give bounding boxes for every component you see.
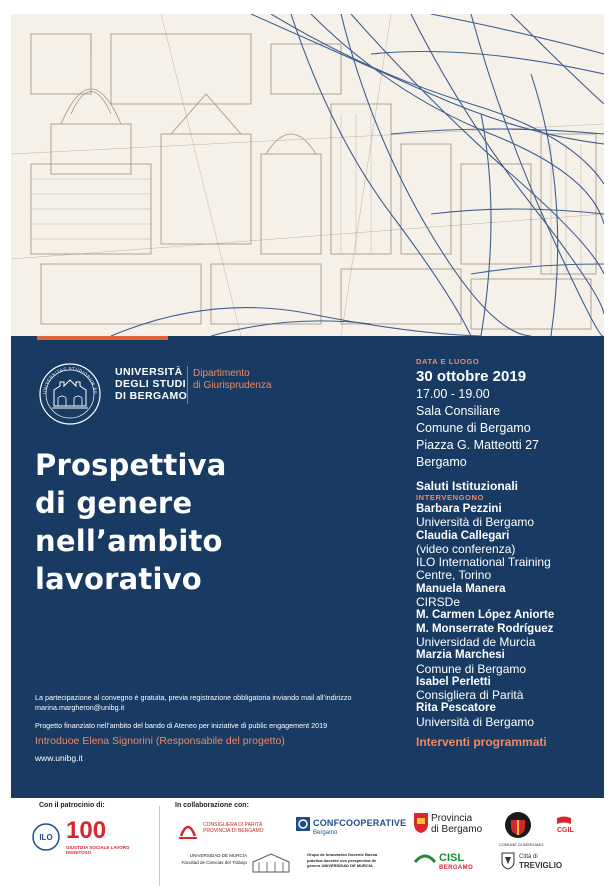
comune-crest-icon [503,810,533,840]
speaker-affiliation: Comune di Bergamo [416,661,527,676]
svg-text:UNIVERSITAS STUDIORUM BERGOMEN [38,362,98,395]
speaker-name: M. Carmen López Aniorte [416,609,555,622]
department-line: di Giurisprudenza [193,380,272,391]
speaker-name: Manuela Manera [416,582,506,595]
speaker-affiliation: ILO International Training [416,555,551,570]
confcooperative-sub: Bergamo [313,830,338,836]
confcooperative-logo-text: CONFCOOPERATIVE [313,818,407,828]
cgil-logo-text: CGIL [557,827,574,834]
murcia-building-icon [251,850,291,874]
event-details [416,357,601,750]
detail-line: Comune di Bergamo [416,421,531,435]
department-name [193,368,271,392]
speaker [416,623,601,650]
svg-text:ILO: ILO [39,833,53,842]
saluti-heading: Saluti Istituzionali [416,479,519,493]
speaker-affiliation: Università di Bergamo [416,515,535,530]
department-line: Dipartimento [193,368,250,379]
info-panel [11,336,604,798]
city-sketch-drawing [11,14,604,336]
event-date: 30 ottobre 2019 [416,368,527,385]
speaker-list [416,503,601,729]
university-seal-icon [38,362,102,426]
cgil-flag-icon [557,816,571,826]
speaker [416,609,601,622]
speaker-affiliation: Universidad de Murcia [416,634,536,649]
university-name-line: DEGLI STUDI [115,378,186,390]
logo-divider [187,366,188,404]
city-illustration [11,14,604,336]
speaker-affiliation: Centre, Torino [416,568,492,583]
speaker [416,530,601,583]
speaker [416,649,601,676]
participation-note: La partecipazione al convegno è gratuita, previa registrazione obbligatoria inviando mail all’indirizzo marina.margheron@unibg.it [35,693,352,712]
provincia-shield-icon [413,812,429,834]
detail-line: 17.00 - 19.00 [416,387,490,401]
ilo-logo-icon [31,822,61,852]
grupo-innovacion-logo-text: Grupo de Innovación Docente Buena práctica docente con perspectiva de género UNIVERSIDAD DE MURCIA [307,852,378,868]
murcia-faculty-logo-text: UNIVERSIDAD DE MURCIA Facultad de Ciencias del Trabajo [181,853,247,865]
university-name [115,366,187,402]
treviglio-crest-icon [501,852,515,870]
treviglio-line-1: Città di [519,854,538,860]
title-line: Prospettiva [35,448,227,482]
cisl-logo-text: CISL [439,852,465,864]
event-info [35,693,395,763]
treviglio-line-2: TREVIGLIO [519,861,563,870]
provincia-line-2: di Bergamo [431,824,483,835]
speaker [416,503,601,530]
consigliera-logo-text: CONSIGLIERA DI PARITÀ PROVINCIA DI BERGAMO [203,822,264,834]
speaker [416,676,601,703]
date-place-label: DATA E LUOGO [416,357,480,366]
ilo-100-subtitle: GIUSTIZIA SOCIALE LAVORO DIGNITOSO [66,845,130,855]
ilo-100-mark: 100 [66,817,107,844]
speaker-affiliation: CIRSDe [416,595,461,610]
speaker-affiliation: (video conferenza) [416,541,516,556]
consigliera-logo-icon [177,816,199,842]
footer-divider [159,806,160,886]
event-title [35,446,227,598]
cisl-sub: BERGAMO [439,865,474,871]
introduction: Introduoe Elena Signorini (Responsabile del progetto) [35,735,285,747]
detail-line: Sala Consiliare [416,404,501,418]
speaker-name: Marzia Marchesi [416,649,505,662]
title-line: nell’ambito [35,524,223,558]
accent-bar [37,336,168,340]
speaker-name: Barbara Pezzini [416,503,502,515]
speaker-name: Isabel Perletti [416,675,491,688]
patrocinio-label: Con il patrocinio di: [39,802,105,809]
funding-note: Progetto finanziato nell’ambito del bando di Ateneo per iniziative di public engagement 2019 [35,721,328,730]
speaker-name: Rita Pescatore [416,702,496,715]
speaker [416,583,601,610]
detail-line: Piazza G. Matteotti 27 [416,438,539,452]
website-link[interactable]: www.unibg.it [35,753,83,763]
speaker-name: M. Monserrate Rodríguez [416,622,554,635]
event-location [416,386,601,471]
speaker [416,702,601,729]
detail-line: Bergamo [416,455,467,469]
intervengono-label: INTERVENGONO [416,493,484,502]
title-line: lavorativo [35,562,202,596]
speaker-name: Claudia Callegari [416,529,510,542]
university-name-line: DI BERGAMO [115,390,188,402]
speaker-affiliation: Consigliera di Parità [416,688,524,703]
confcooperative-logo-icon [295,816,311,832]
interventi-programmati: Interventi programmati [416,735,547,750]
sponsors-footer [11,798,604,894]
comune-logo-text: COMUNE DI BERGAMO [499,842,544,847]
university-name-line: UNIVERSITÀ [115,366,183,378]
collaborazione-label: In collaborazione con: [175,802,249,809]
speaker-affiliation: Università di Bergamo [416,714,535,729]
title-line: di genere [35,486,193,520]
cisl-logo-icon [413,850,437,864]
provincia-line-1: Provincia [431,813,473,824]
seal-text: UNIVERSITAS STUDIORUM BE [41,365,99,395]
